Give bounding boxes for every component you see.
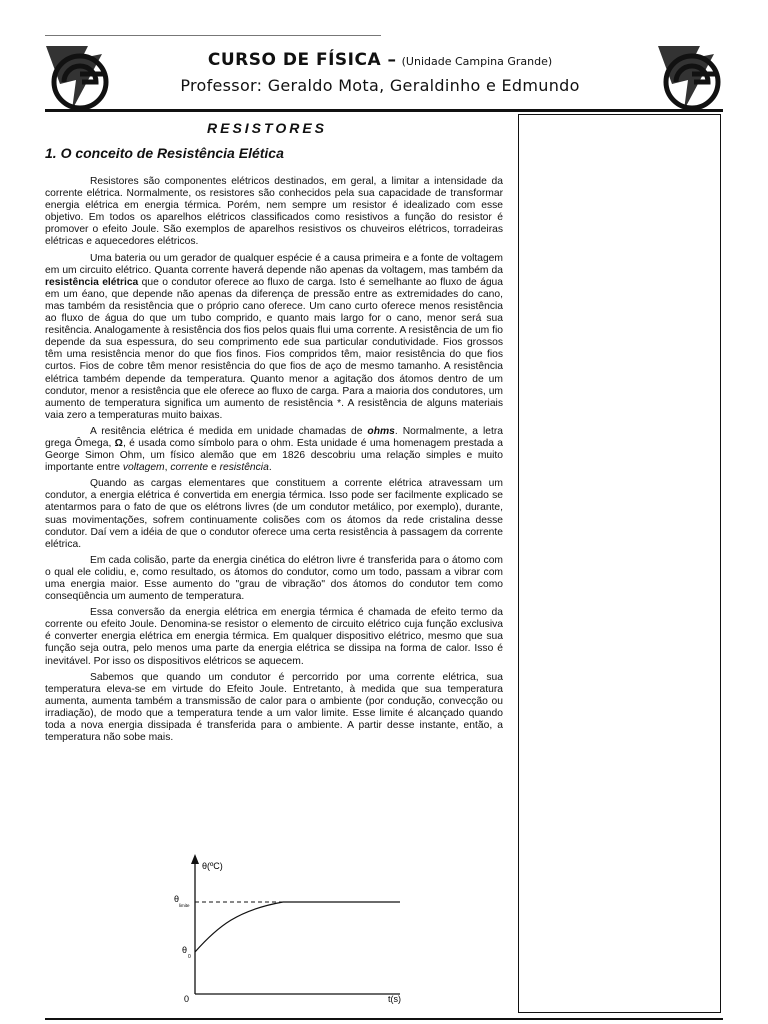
- top-rule: [45, 35, 381, 36]
- course-title-main: CURSO DE FÍSICA –: [207, 50, 397, 70]
- theta-initial-label: θ: [182, 945, 188, 955]
- paragraph: A resitência elétrica é medida em unidade chamadas de ohms. Normalmente, a letra grega Ômega, Ω, é usada como símbolo para o ohm. Esta unidade é uma homenagem prestada a George Simon Ohm, um físico alemão que em 1826 descobriu uma relação simples e muito importante entre voltagem, corrente e resistência.: [45, 425, 504, 474]
- x-axis-label: t(s): [388, 994, 401, 1004]
- course-logo-icon: [654, 40, 726, 116]
- y-axis-arrow: [191, 854, 199, 864]
- section-heading: RESISTORES: [207, 120, 327, 136]
- course-logo-icon: [42, 40, 114, 116]
- paragraph: Uma bateria ou um gerador de qualquer espécie é a causa primeira e a fonte de voltagem em um circuito elétrico. Quanta corrente haverá depende não apenas da voltagem, mas também da resistência elétrica que o condutor oferece ao fluxo de carga. Isto é semelhante ao fluxo de água em um éano, que depende não apenas da diferença de pressão entre as extremidades do cano, mas também da resistência que o próprio cano oferece. Um cano curto oferece menos resistência ao fluxo de água do que um tubo comprido, e quanto mais largo for o cano, menor será sua resitência. Analogamente à resistência dos fios pelos quais flui uma corrente. A resistência de um fio depende da sua espessura, do seu comprimento ede sua particular condutividade. Fios grossos têm uma resistência menor do que fios finos. Fios compridos têm, maior resistência do que fios curtos. Fios de cobre têm menor resistência do que fios de aço de mesmo tamanho. A resistência elétrica também depende da temperatura. Quanto menor a agitação dos átomos dentro de um condutor, menor a resistência que ele oferece ao fluxo de carga. Para a maioria dos condutores, um aumento de temperatura significa um aumento de resistência *. A resistência de alguns materiais vaia zero a temperaturas muito baixas.: [45, 252, 503, 421]
- theta-limit-subscript: limite: [179, 903, 190, 908]
- theta-initial-subscript: 0: [188, 954, 191, 960]
- y-axis-label: θ(ºC): [202, 861, 223, 871]
- paragraph: Em cada colisão, parte da energia cinética do elétron livre é transferida para o átomo com o qual ele colidiu, e, como resultado, os átomos do condutor, como um todo, passam a vibrar com uma energia maior. Esse aumento do "grau de vibração" dos átomos do condutor tem como conseqüência um aumento de temperatura.: [45, 554, 503, 603]
- paragraph: Sabemos que quando um condutor é percorrido por uma corrente elétrica, sua temperatura eleva-se em virtude do Efeito Joule. Entretanto, à medida que sua temperatura aumenta, aumenta também a transmissão de calor para o ambiente (por condução, convecção ou irradiação), de modo que a temperatura tende a um valor limite. Esse limite é alcançado quando toda a nova energia dissipada é transferida para o ambiente. A partir desse instante, então, a temperatura não sobe mais.: [45, 671, 503, 744]
- paragraph: Quando as cargas elementares que constituem a corrente elétrica atravessam um condutor, a energia elétrica é convertida em energia térmica. Isso pode ser facilmente explicado se atentarmos para o fato de que os elétrons livres (de um condutor metálico, por exemplo), durante, suas movimentações, sofrem continuamente colisões com os átomos da rede cristalina desse condutor. Daí vem a idéia de que o condutor oferece uma certa resistência à passagem da corrente elétrica.: [45, 478, 503, 550]
- subsection-title: 1. O conceito de Resistência Elética: [45, 145, 284, 161]
- origin-label: 0: [184, 994, 190, 1004]
- temperature-time-graph: [168, 852, 408, 1004]
- course-title: [110, 50, 650, 70]
- theta-limit-label: θ: [174, 894, 180, 904]
- temperature-curve: [195, 902, 400, 952]
- footer-rule: [45, 1018, 723, 1020]
- paragraph: Essa conversão da energia elétrica em energia térmica é chamada de efeito termo da corrente ou efeito Joule. Denomina-se resistor o elemento de circuito elétrico cuja função exclusiva é converter energia elétrica em energia térmica. Em qualquer dispositivo elétrico, mesmo que sua função seja outra, pelo menos uma parte da energia elétrica se dissipa na forma de calor. Isso é inevitável. Por isso os dispositivos elétricos se aquecem.: [45, 607, 503, 667]
- header-divider: [45, 109, 723, 112]
- course-unit: (Unidade Campina Grande): [401, 55, 553, 68]
- body-text: [45, 176, 503, 748]
- paragraph: Resistores são componentes elétricos destinados, em geral, a limitar a intensidade da corrente elétrica. Normalmente, os resistores são conhecidos pela sua capacidade de transformar energia elétrica em energia térmica. Porém, nem sempre um resistor é idealizado com esse objetivo. Em todos os aparelhos elétricos classificados como resistivos a função do resistor é promover o efeito Joule. São exemplos de aparelhos resistivos os chuveiros elétricos, torradeiras elétricas e aquecedores elétricos.: [45, 176, 503, 248]
- notes-sidebar-box: [518, 114, 721, 1013]
- professors-line: Professor: Geraldo Mota, Geraldinho e Edmundo: [180, 76, 580, 95]
